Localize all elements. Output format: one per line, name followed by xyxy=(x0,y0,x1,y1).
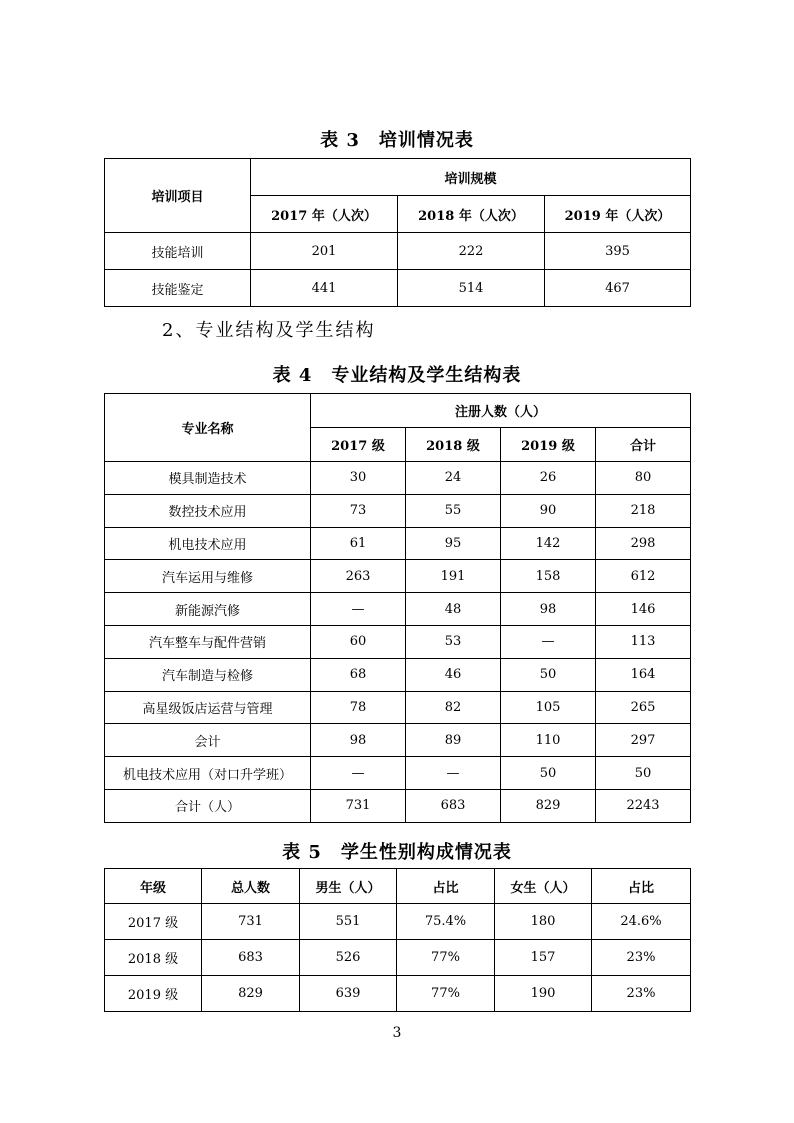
cell-value: 297 xyxy=(596,724,691,757)
cell-value: 68 xyxy=(311,658,406,691)
cell-value: 201 xyxy=(251,233,398,270)
cell-value: 75.4% xyxy=(397,904,495,940)
cell-value: 191 xyxy=(406,560,501,593)
table-row xyxy=(105,494,691,527)
header-year: 2017 年（人次） xyxy=(251,196,398,233)
cell-value: 23% xyxy=(592,976,691,1012)
header-year: 2018 年（人次） xyxy=(398,196,545,233)
cell-value: 265 xyxy=(596,691,691,724)
table-row xyxy=(105,233,691,270)
cell-value: 98 xyxy=(501,593,596,626)
cell-value: 55 xyxy=(406,494,501,527)
cell-value: 514 xyxy=(398,270,545,307)
row-label: 数控技术应用 xyxy=(105,494,311,527)
table-row xyxy=(105,691,691,724)
cell-value: 46 xyxy=(406,658,501,691)
table4-caption: 表 4 专业结构及学生结构表 xyxy=(272,365,522,386)
training-table xyxy=(104,158,691,307)
cell-value: 2243 xyxy=(596,789,691,822)
cell-value: 146 xyxy=(596,593,691,626)
cell-value: 48 xyxy=(406,593,501,626)
header-grade: 年级 xyxy=(105,869,202,904)
cell-value: 222 xyxy=(398,233,545,270)
table-row xyxy=(105,527,691,560)
section-heading: 2、专业结构及学生结构 xyxy=(162,320,376,341)
cell-value: — xyxy=(501,625,596,658)
cell-value: 77% xyxy=(397,976,495,1012)
cell-value: 50 xyxy=(501,658,596,691)
cell-value: 142 xyxy=(501,527,596,560)
cell-value: 60 xyxy=(311,625,406,658)
cell-value: 180 xyxy=(495,904,592,940)
cell-value: 53 xyxy=(406,625,501,658)
row-label: 2018 级 xyxy=(105,940,202,976)
cell-value: 80 xyxy=(596,462,691,495)
header-registered-count: 注册人数（人） xyxy=(311,394,691,428)
cell-value: 263 xyxy=(311,560,406,593)
row-label: 机电技术应用 xyxy=(105,527,311,560)
row-label: 汽车制造与检修 xyxy=(105,658,311,691)
cell-value: 23% xyxy=(592,940,691,976)
table-row xyxy=(105,724,691,757)
cell-value: 50 xyxy=(596,757,691,790)
cell-value: 526 xyxy=(300,940,397,976)
cell-value: 61 xyxy=(311,527,406,560)
header-total: 合计 xyxy=(596,428,691,462)
page-number: 3 xyxy=(392,1025,402,1041)
cell-value: 218 xyxy=(596,494,691,527)
cell-value: 612 xyxy=(596,560,691,593)
cell-value: 829 xyxy=(501,789,596,822)
row-label: 模具制造技术 xyxy=(105,462,311,495)
major-structure-table xyxy=(104,393,691,823)
cell-value: 50 xyxy=(501,757,596,790)
cell-value: — xyxy=(406,757,501,790)
cell-value: — xyxy=(311,593,406,626)
table-row xyxy=(105,789,691,822)
cell-value: 30 xyxy=(311,462,406,495)
cell-value: 78 xyxy=(311,691,406,724)
row-label: 汽车整车与配件营销 xyxy=(105,625,311,658)
table-row xyxy=(105,560,691,593)
cell-value: 24 xyxy=(406,462,501,495)
header-major-name: 专业名称 xyxy=(105,394,311,462)
cell-value: 551 xyxy=(300,904,397,940)
header-training-scale: 培训规模 xyxy=(251,159,691,196)
row-label: 会计 xyxy=(105,724,311,757)
header-ratio: 占比 xyxy=(397,869,495,904)
header-female: 女生（人） xyxy=(495,869,592,904)
cell-value: 158 xyxy=(501,560,596,593)
cell-value: 110 xyxy=(501,724,596,757)
cell-value: 89 xyxy=(406,724,501,757)
cell-value: 829 xyxy=(202,976,300,1012)
cell-value: 683 xyxy=(202,940,300,976)
cell-value: 731 xyxy=(311,789,406,822)
cell-value: 90 xyxy=(501,494,596,527)
row-label: 新能源汽修 xyxy=(105,593,311,626)
row-label: 机电技术应用（对口升学班） xyxy=(105,757,311,790)
cell-value: 441 xyxy=(251,270,398,307)
cell-value: 395 xyxy=(545,233,691,270)
cell-value: 157 xyxy=(495,940,592,976)
cell-value: 683 xyxy=(406,789,501,822)
cell-value: 24.6% xyxy=(592,904,691,940)
cell-value: 731 xyxy=(202,904,300,940)
table5-caption: 表 5 学生性别构成情况表 xyxy=(282,842,512,863)
header-grade: 2018 级 xyxy=(406,428,501,462)
row-label: 技能培训 xyxy=(105,233,251,270)
table-row xyxy=(105,940,691,976)
cell-value: 105 xyxy=(501,691,596,724)
table-row xyxy=(105,462,691,495)
cell-value: 77% xyxy=(397,940,495,976)
table-row xyxy=(105,904,691,940)
cell-value: 298 xyxy=(596,527,691,560)
row-label: 高星级饭店运营与管理 xyxy=(105,691,311,724)
header-male: 男生（人） xyxy=(300,869,397,904)
table-row xyxy=(105,976,691,1012)
header-ratio: 占比 xyxy=(592,869,691,904)
cell-value: 98 xyxy=(311,724,406,757)
cell-value: 467 xyxy=(545,270,691,307)
cell-value: 82 xyxy=(406,691,501,724)
table-row xyxy=(105,593,691,626)
header-year: 2019 年（人次） xyxy=(545,196,691,233)
gender-table xyxy=(104,868,691,1012)
cell-value: 95 xyxy=(406,527,501,560)
table-row xyxy=(105,757,691,790)
header-total: 总人数 xyxy=(202,869,300,904)
cell-value: 639 xyxy=(300,976,397,1012)
table3-caption: 表 3 培训情况表 xyxy=(320,130,474,151)
row-label: 汽车运用与维修 xyxy=(105,560,311,593)
row-label: 2017 级 xyxy=(105,904,202,940)
cell-value: 26 xyxy=(501,462,596,495)
table-row xyxy=(105,625,691,658)
cell-value: 164 xyxy=(596,658,691,691)
row-label: 合计（人） xyxy=(105,789,311,822)
cell-value: — xyxy=(311,757,406,790)
table-row xyxy=(105,658,691,691)
row-label: 技能鉴定 xyxy=(105,270,251,307)
header-grade: 2017 级 xyxy=(311,428,406,462)
row-label: 2019 级 xyxy=(105,976,202,1012)
header-training-project: 培训项目 xyxy=(105,159,251,233)
cell-value: 73 xyxy=(311,494,406,527)
cell-value: 190 xyxy=(495,976,592,1012)
cell-value: 113 xyxy=(596,625,691,658)
header-grade: 2019 级 xyxy=(501,428,596,462)
table-row xyxy=(105,270,691,307)
